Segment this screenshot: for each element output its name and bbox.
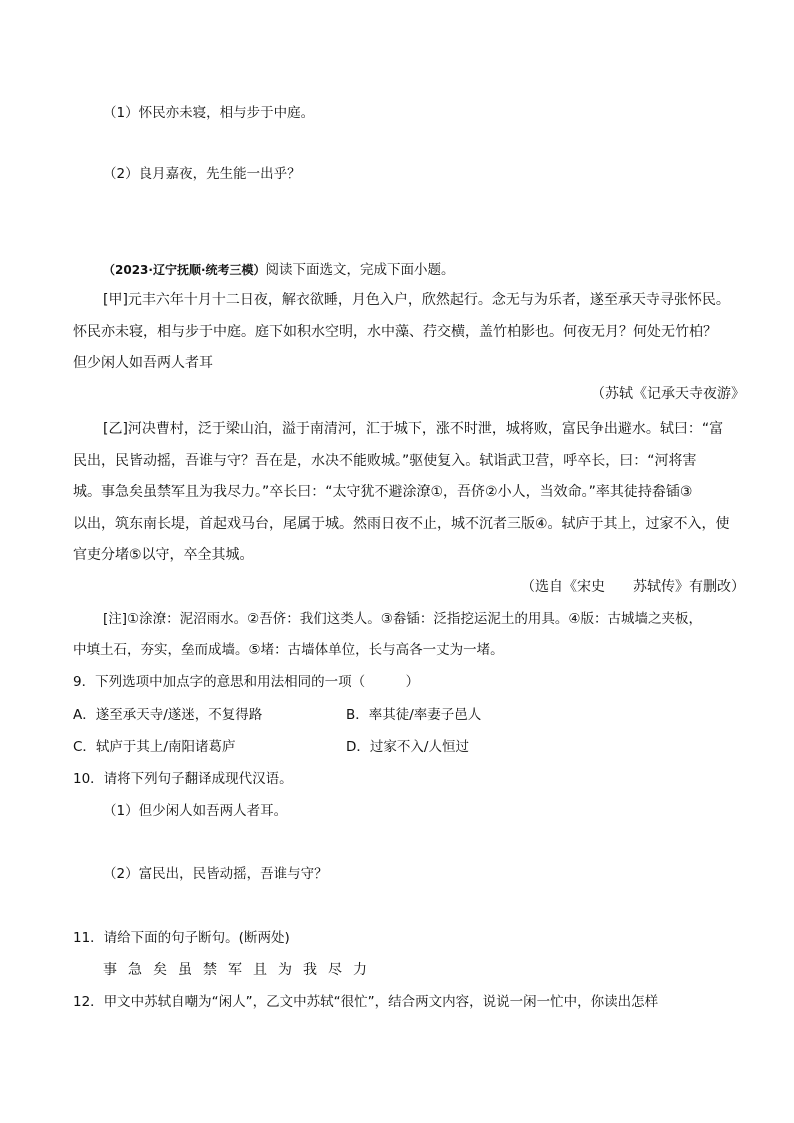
notes-line-2: 中填土石，夯实，垒而成墙。⑤堵：古墙体单位，长与高各一丈为一堵。 xyxy=(73,642,504,658)
yi-text-line-5: 官吏分堵⑤以守，卒全其城。 xyxy=(73,547,254,563)
q9-stem: 9．下列选项中加点字的意思和用法相同的一项（ ） xyxy=(73,674,420,690)
instruction: 阅读下面选文，完成下面小题。 xyxy=(265,262,455,278)
jia-source: （苏轼《记承天寺夜游》 xyxy=(591,386,745,402)
yi-text-line-2: 民出，民皆动摇，吾谁与守？吾在是，水决不能败城。”驱使复入。轼诣武卫营，呼卒长，曰：“河将害 xyxy=(73,453,697,469)
q-prev-1: （1）怀民亦未寝，相与步于中庭。 xyxy=(103,105,315,121)
answer-space xyxy=(103,126,703,156)
answer-space xyxy=(103,886,703,924)
jia-text-line-1: [甲]元丰六年十月十二日夜，解衣欲睡，月色入户，欣然起行。念无与为乐者，遂至承天寺寻张怀民。 xyxy=(103,292,730,308)
jia-text-line-3: 但少闲人如吾两人者耳 xyxy=(73,355,213,371)
q9-option-b: B．率其徒/率妻子邑人 xyxy=(346,707,482,723)
q10-item-2: （2）富民出，民皆动摇，吾谁与守？ xyxy=(103,866,328,882)
yi-text-line-4: 以出，筑东南长堤，首起戏马台，尾属于城。然雨日夜不止，城不沉者三版④。轼庐于其上，过家不入，使 xyxy=(73,516,730,532)
yi-source: （选自《宋史 苏轼传》有删改） xyxy=(521,579,745,595)
q9-option-c: C．轼庐于其上/南阳诸葛庐 xyxy=(73,739,236,755)
notes-line-1: [注]①涂潦：泥沼雨水。②吾侪：我们这类人。③畚锸：泛指挖运泥土的用具。④版：古城墙之夹板， xyxy=(103,611,702,627)
q9-option-a: A．遂至承天寺/遂迷，不复得路 xyxy=(73,707,263,723)
answer-space xyxy=(103,186,703,256)
q11-stem: 11．请给下面的句子断句。(断两处) xyxy=(73,930,290,946)
q-prev-2: （2）良月嘉夜，先生能一出乎？ xyxy=(103,166,301,182)
q12-stem: 12．甲文中苏轼自嘲为“闲人”，乙文中苏轼“很忙”，结合两文内容，说说一闲一忙中，你读出怎样 xyxy=(73,994,659,1010)
q10-item-1: （1）但少闲人如吾两人者耳。 xyxy=(103,803,288,819)
yi-text-line-3: 城。事急矣虽禁军且为我尽力。”卒长曰：“太守犹不避涂潦①，吾侪②小人，当效命。”率其徒持畚锸③ xyxy=(73,484,693,500)
q11-sentence: 事急矣虽禁军且为我尽力 xyxy=(103,962,378,978)
passage-intro xyxy=(103,260,455,280)
yi-text-line-1: [乙]河决曹村，泛于梁山泊，溢于南清河，汇于城下，涨不时泄，城将败，富民争出避水。轼曰：“富 xyxy=(103,421,724,437)
source-tag: （2023·辽宁抚顺·统考三模） xyxy=(103,263,266,277)
answer-space xyxy=(103,823,703,861)
q10-stem: 10．请将下列句子翻译成现代汉语。 xyxy=(73,771,293,787)
q9-option-d: D．过家不入/人恒过 xyxy=(346,739,469,755)
jia-text-line-2: 怀民亦未寝，相与步于中庭。庭下如积水空明，水中藻、荇交横，盖竹柏影也。何夜无月？何处无竹柏？ xyxy=(73,324,717,340)
